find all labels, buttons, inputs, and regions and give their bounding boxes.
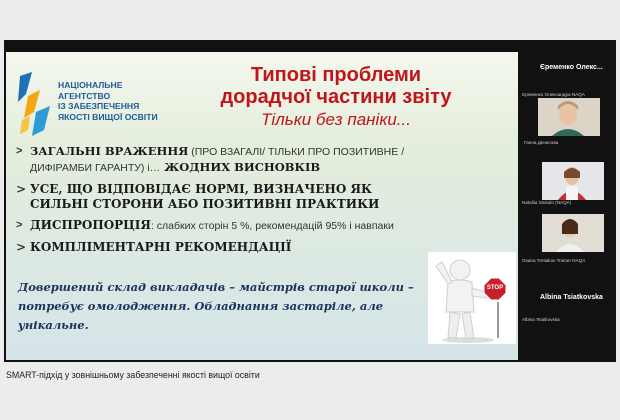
participant-video-tile[interactable] — [538, 98, 600, 136]
bullet-arrow-icon: > — [16, 182, 27, 196]
participant-name[interactable]: Albina Tsiatkovska — [540, 294, 603, 301]
bullet-heading: ЗАГАЛЬНІ ВРАЖЕННЯ — [30, 144, 189, 158]
participant-avatar — [538, 98, 600, 136]
title-line-1: Типові проблеми — [250, 64, 422, 86]
logo-line: ІЗ ЗАБЕЗПЕЧЕННЯ — [58, 101, 140, 111]
naqa-logo-mark-icon — [18, 72, 54, 138]
stop-sign-text: STOP — [486, 285, 504, 291]
participant-label: Єременко Олександра NAQA — [522, 92, 585, 97]
participant-avatar — [542, 214, 604, 252]
naqa-logo — [18, 72, 158, 142]
bullet-heading: УСЕ, ЩО ВІДПОВІДАЄ НОРМІ, ВИЗНАЧЕНО ЯК СИЛЬНІ СТОРОНИ АБО ПОЗИТИВНІ ПРАКТИКИ — [30, 182, 380, 211]
bullet-list — [16, 144, 426, 261]
logo-line: АГЕНТСТВО — [58, 90, 111, 101]
slide-title — [166, 64, 506, 108]
participant-label: Oxana Tretiakov Trainer NAQA — [522, 258, 586, 263]
bullet-heading: ЖОДНИХ ВИСНОВКІВ — [160, 160, 321, 174]
bullet-item — [16, 218, 426, 234]
participant-label: Ганна Денисова — [524, 140, 559, 145]
presentation-slide — [6, 52, 518, 360]
bullet-arrow-icon: > — [16, 145, 23, 157]
participant-avatar — [542, 162, 604, 200]
logo-line: НАЦІОНАЛЬНЕ — [58, 80, 123, 90]
bullet-arrow-icon: > — [16, 240, 27, 254]
bullet-heading: КОМПЛІМЕНТАРНІ РЕКОМЕНДАЦІЇ — [30, 240, 292, 254]
bullet-heading: ДИСПРОПОРЦІЯ — [30, 218, 151, 232]
participant-video-tile[interactable] — [542, 162, 604, 200]
slide-subtitle: Тільки без паніки... — [261, 110, 411, 129]
slide-note: Довершений склад викладачів – майстрів старої школи – потребує омолодження. Обладнання застаріле, але унікальне. — [18, 280, 414, 332]
bullet-item — [16, 144, 426, 176]
title-line-2: дорадчої частини звіту — [220, 86, 452, 108]
participant-name[interactable]: Єременко Олекс... — [540, 64, 603, 71]
logo-text — [58, 80, 158, 122]
participant-video-tile[interactable] — [542, 214, 604, 252]
bullet-arrow-icon: > — [16, 219, 23, 231]
participant-label: Nataliia Stukalo (NAQA) — [522, 200, 572, 205]
bullet-item — [16, 182, 426, 212]
bullet-text: (ПРО ВЗАГАЛІ/ ТІЛЬКИ ПРО ПОЗИТИВНЕ / ДИФІРАМБИ ГАРАНТУ) і… — [30, 146, 405, 174]
bullet-item — [16, 240, 426, 255]
stop-figure-icon — [428, 252, 516, 344]
logo-line: ЯКОСТІ ВИЩОЇ ОСВІТИ — [58, 111, 158, 122]
video-caption: SMART-підхід у зовнішньому забезпеченні якості вищої освіти — [6, 370, 260, 380]
stop-figure-image — [428, 252, 516, 344]
participant-label: Albina Tsiatkovska — [522, 317, 560, 322]
bullet-text: : слабких сторін 5 %, рекомендацій 95% і навпаки — [150, 220, 394, 232]
